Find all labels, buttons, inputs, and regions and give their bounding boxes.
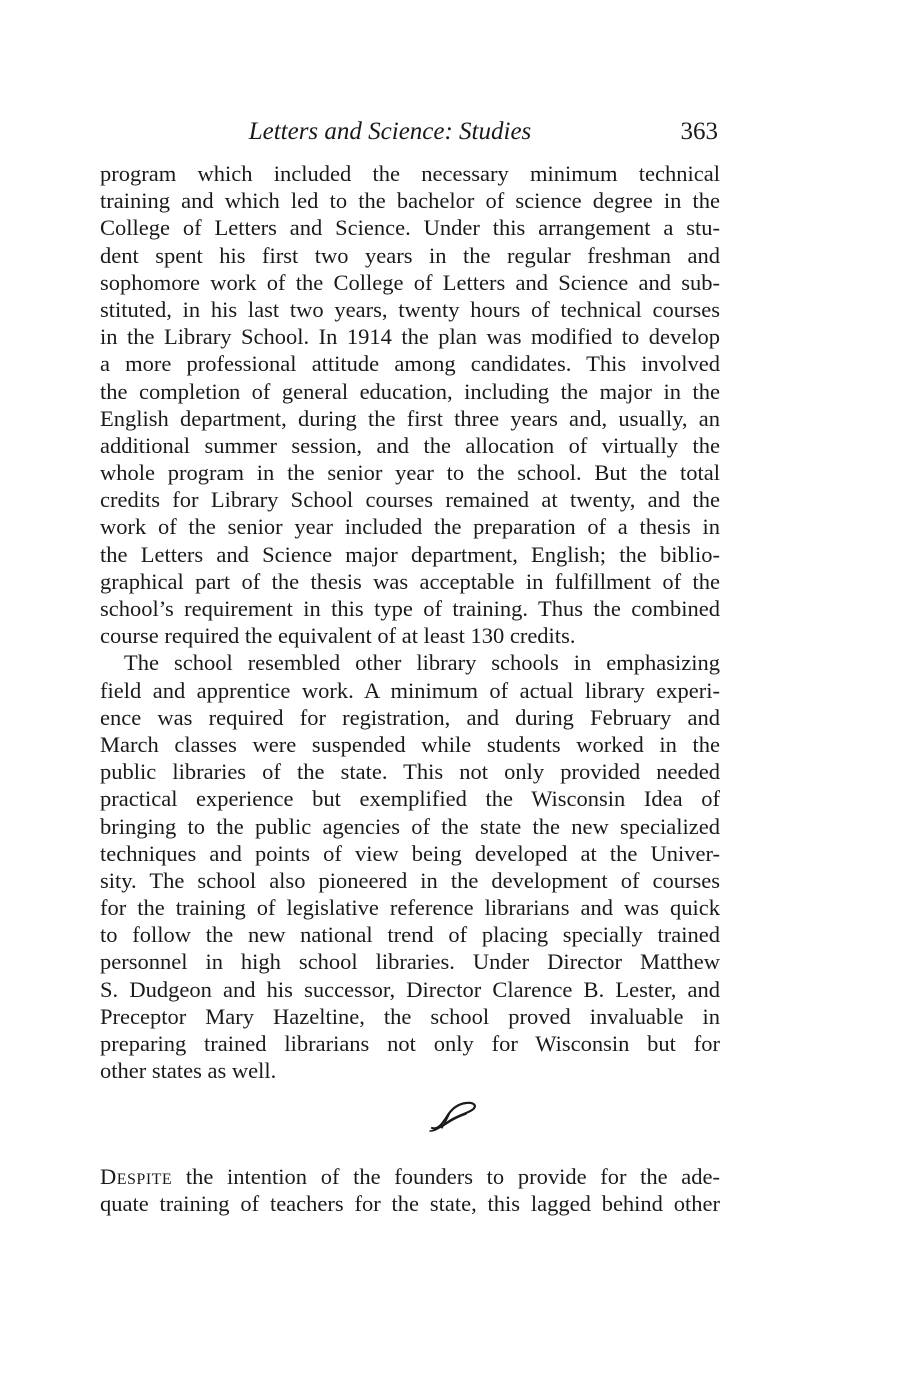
text-line: to follow the new national trend of placing specially trained <box>100 922 720 948</box>
text-line: training and which led to the bachelor of science degree in the <box>100 188 720 214</box>
text-line: work of the senior year included the preparation of a thesis in <box>100 514 720 540</box>
text-line: bringing to the public agencies of the state the new specialized <box>100 813 720 839</box>
text-line: graphical part of the thesis was acceptable in fulfillment of the <box>100 568 720 594</box>
text-line: for the training of legislative reference librarians and was quick <box>100 895 720 921</box>
text-line: whole program in the senior year to the school. But the total <box>100 460 720 486</box>
text-line: English department, during the first three years and, usually, an <box>100 405 720 431</box>
text-line: additional summer session, and the allocation of virtually the <box>100 432 720 458</box>
fleuron-ornament-icon <box>426 1098 486 1134</box>
text-line: course required the equivalent of at least 130 credits. <box>100 623 576 649</box>
text-line <box>100 1163 720 1190</box>
paragraph-2 <box>100 649 720 1084</box>
text-line: stituted, in his last two years, twenty hours of technical courses <box>100 296 720 322</box>
text-line: other states as well. <box>100 1058 277 1084</box>
text-line: preparing trained librarians not only for Wisconsin but for <box>100 1031 720 1056</box>
text-line: quate training of teachers for the state, this lagged behind other <box>100 1191 720 1217</box>
running-head <box>100 112 720 152</box>
text-line: The school resembled other library schools in emphasizing <box>124 650 720 676</box>
text-line: field and apprentice work. A minimum of actual library experi- <box>100 677 720 703</box>
running-title: Letters and Science: Studies <box>248 118 532 145</box>
text-line: program which included the necessary minimum technical <box>100 161 720 186</box>
text-line: practical experience but exemplified the Wisconsin Idea of <box>100 786 720 812</box>
body-text <box>100 160 720 1084</box>
text-line: ence was required for registration, and during February and <box>100 704 720 730</box>
text-line: March classes were suspended while students worked in the <box>100 731 720 757</box>
text-line: the Letters and Science major department, English; the biblio- <box>100 541 720 567</box>
text-line: Preceptor Mary Hazeltine, the school proved invaluable in <box>100 1003 720 1029</box>
text-line: dent spent his first two years in the regular freshman and <box>100 242 720 268</box>
text-line: public libraries of the state. This not only provided needed <box>100 759 720 785</box>
text-line: College of Letters and Science. Under this arrangement a stu- <box>100 215 720 241</box>
page-number: 363 <box>680 118 718 145</box>
text-line: a more professional attitude among candidates. This involved <box>100 351 720 377</box>
text-line: the completion of general education, including the major in the <box>100 378 720 404</box>
lead-word: Despite <box>100 1164 173 1189</box>
text-line: personnel in high school libraries. Under Director Matthew <box>100 949 720 975</box>
paragraph-1 <box>100 160 720 649</box>
text-line: sity. The school also pioneered in the development of courses <box>100 867 720 893</box>
text-line: S. Dudgeon and his successor, Director Clarence B. Lester, and <box>100 976 720 1002</box>
text-line: school’s requirement in this type of training. Thus the combined <box>100 596 720 621</box>
section-opening <box>100 1163 720 1217</box>
section-break <box>0 1098 912 1138</box>
text-line: credits for Library School courses remained at twenty, and the <box>100 487 720 513</box>
text-line: sophomore work of the College of Letters and Science and sub- <box>100 269 720 295</box>
line-rest: the intention of the founders to provide for the ade- <box>172 1164 720 1189</box>
text-line: in the Library School. In 1914 the plan was modified to develop <box>100 324 720 350</box>
text-line: techniques and points of view being developed at the Univer- <box>100 840 720 866</box>
